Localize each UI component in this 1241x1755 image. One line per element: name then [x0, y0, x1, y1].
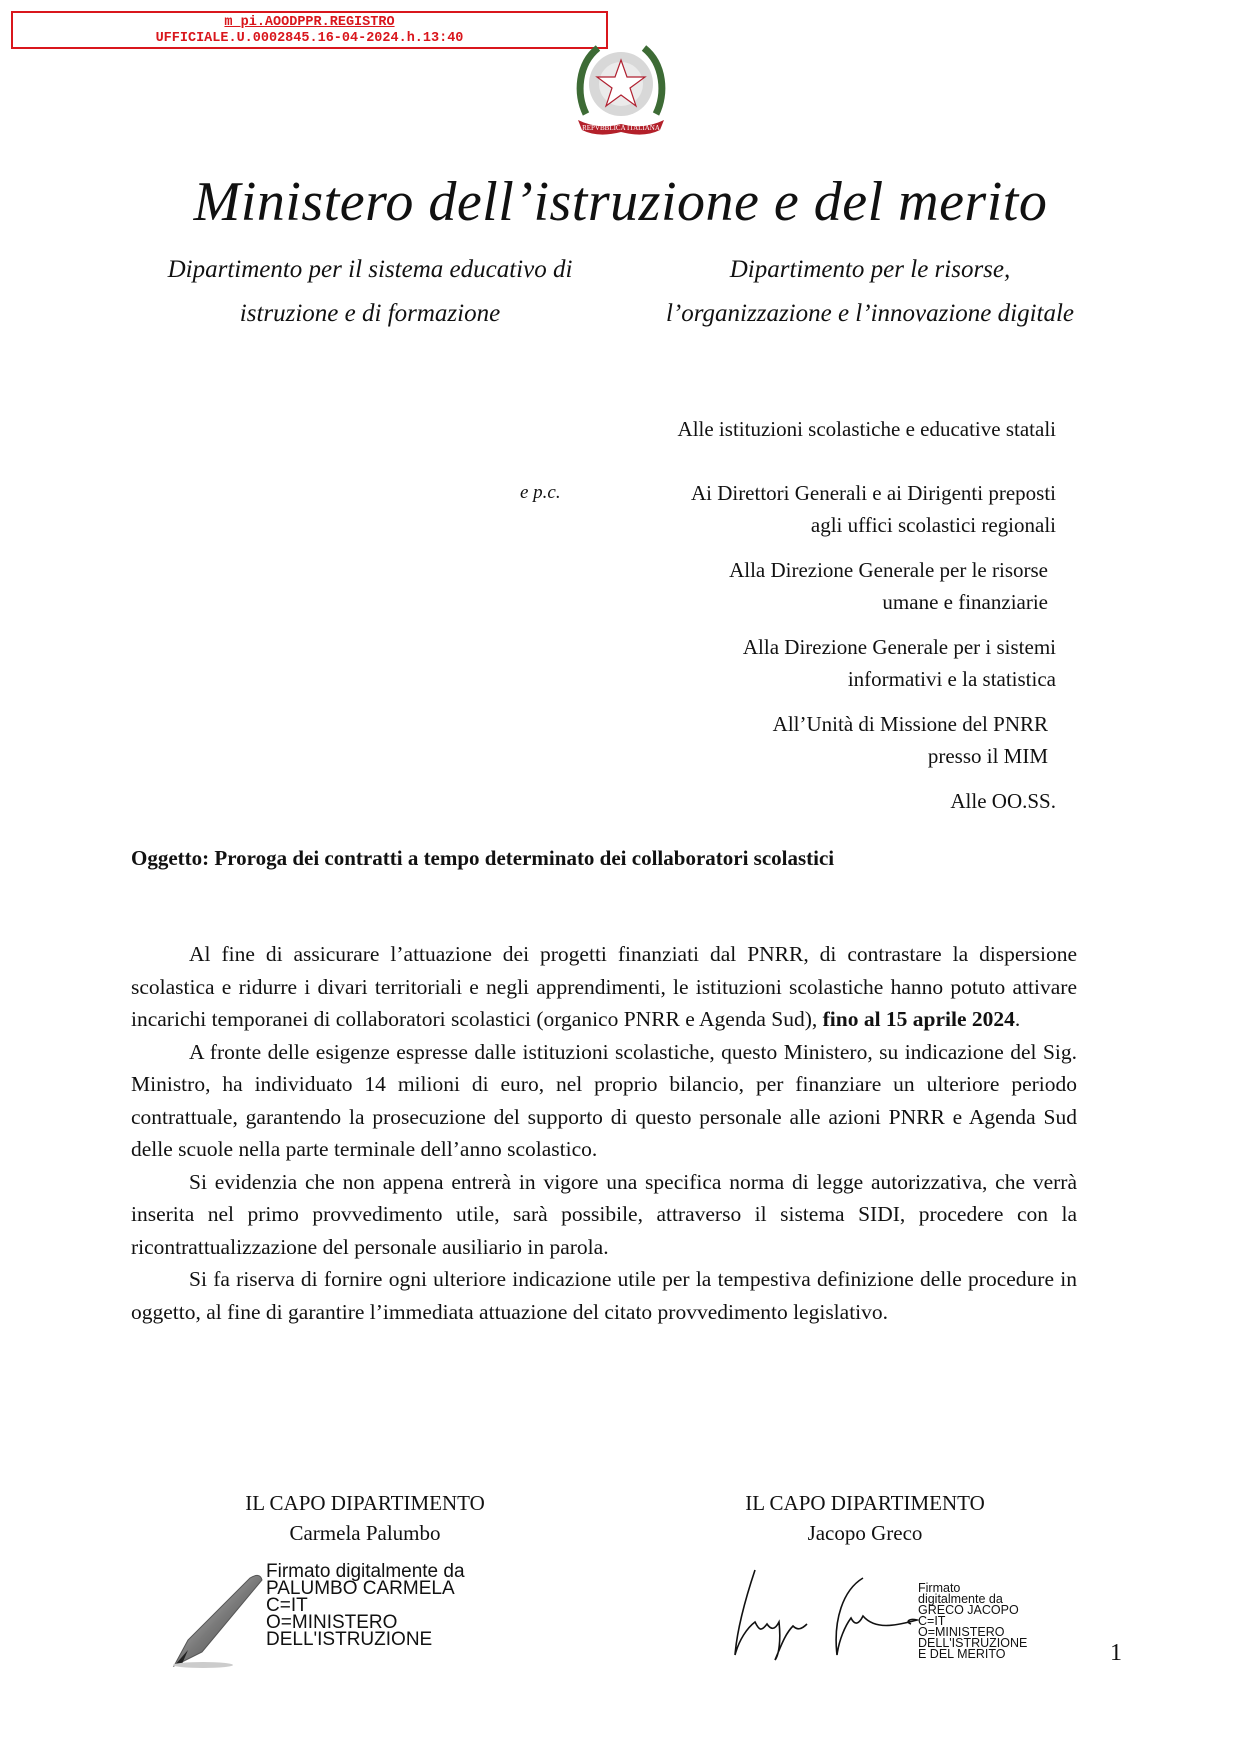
addressee-cc-2 — [729, 554, 1048, 618]
addressee-line: Ai Direttori Generali e ai Dirigenti preposti — [690, 481, 1056, 505]
subject-line: Oggetto: Proroga dei contratti a tempo determinato dei collaboratori scolastici — [131, 846, 835, 870]
paragraph-1-end: . — [1014, 1007, 1021, 1031]
addressee-line: Alla Direzione Generale per le risorse — [729, 558, 1048, 582]
emblem-ribbon-text: REPVBBLICA ITALIANA — [582, 124, 660, 132]
department-right-line-2: l’organizzazione e l’innovazione digitale — [665, 300, 1075, 327]
addressee-line: Alle OO.SS. — [950, 789, 1056, 813]
department-right — [640, 248, 1100, 336]
digital-signature-line: GRECO JACOPO — [918, 1603, 1019, 1617]
digital-signature-line: E DEL MERITO — [918, 1647, 1006, 1661]
signature-block-palumbo — [200, 1488, 530, 1548]
addressee-line: presso il MIM — [927, 744, 1048, 768]
protocol-stamp — [11, 11, 608, 49]
addressee-line: agli uffici scolastici regionali — [810, 513, 1056, 537]
addressee-line: informativi e la statistica — [847, 667, 1056, 691]
digital-signature-palumbo — [266, 1563, 465, 1648]
addressee-primary: Alle istituzioni scolastiche e educative statali — [677, 417, 1056, 441]
letter-body — [131, 938, 1077, 1328]
signer-title: IL CAPO DIPARTIMENTO — [745, 1491, 985, 1515]
italian-republic-emblem-icon — [568, 34, 674, 138]
cc-label: e p.c. — [520, 482, 561, 503]
paragraph-1-text: Al fine di assicurare l’attuazione dei progetti finanziati dal PNRR, di contrastare la dispersione scolastica e ridurre i divari territoriali e negli apprendimenti, le istituzioni scolastiche hanno potuto attivare incarichi temporanei di collaboratori scolastici (organico PNRR e Agenda Sud), — [131, 942, 1077, 1031]
pen-icon — [168, 1570, 268, 1670]
page-number: 1 — [1110, 1640, 1122, 1666]
digital-signature-line: DELL'ISTRUZIONE — [266, 1629, 433, 1650]
department-left — [140, 248, 600, 336]
signer-name: Carmela Palumbo — [289, 1521, 441, 1545]
signer-name: Jacopo Greco — [807, 1521, 923, 1545]
digital-signature-line: C=IT — [266, 1595, 308, 1616]
department-left-line-1: Dipartimento per il sistema educativo di — [167, 256, 573, 283]
digital-signature-line: DELL'ISTRUZIONE — [918, 1636, 1028, 1650]
digital-signature-line: Firmato digitalmente da — [266, 1561, 465, 1582]
addressee-cc-5 — [950, 785, 1056, 817]
paragraph-1-deadline: fino al 15 aprile 2024 — [822, 1007, 1015, 1031]
protocol-line-2: UFFICIALE.U.0002845.16-04-2024.h.13:40 — [155, 31, 464, 46]
addressee-line: All’Unità di Missione del PNRR — [772, 712, 1048, 736]
paragraph-2: A fronte delle esigenze espresse dalle istituzioni scolastiche, questo Ministero, su indicazione del Sig. Ministro, ha individuato 14 milioni di euro, nel proprio bilancio, per finanziare un ulteriore periodo contrattuale, garantendo la prosecuzione del supporto di questo personale alle azioni PNRR e Agenda Sud delle scuole nella parte terminale dell’anno scolastico. — [131, 1039, 1077, 1161]
ministry-title: Ministero dell’istruzione e del merito — [193, 171, 1048, 233]
digital-signature-greco — [918, 1583, 1027, 1660]
department-right-line-1: Dipartimento per le risorse, — [729, 256, 1011, 283]
paragraph-3: Si evidenzia che non appena entrerà in vigore una specifica norma di legge autorizzativa, che verrà inserita nel primo provvedimento utile, sarà possibile, attraverso il sistema SIDI, procedere con la ricontrattualizzazione del personale ausiliario in parola. — [131, 1169, 1077, 1259]
signature-block-greco — [700, 1488, 1030, 1548]
digital-signature-line: PALUMBO CARMELA — [266, 1578, 455, 1599]
handwritten-signature-icon — [725, 1560, 925, 1670]
digital-signature-line: digitalmente da — [918, 1592, 1003, 1606]
department-left-line-2: istruzione e di formazione — [239, 300, 501, 327]
signer-title: IL CAPO DIPARTIMENTO — [245, 1491, 485, 1515]
addressee-line: Alla Direzione Generale per i sistemi — [742, 635, 1056, 659]
digital-signature-line: O=MINISTERO — [266, 1612, 398, 1633]
addressee-line: umane e finanziarie — [882, 590, 1048, 614]
paragraph-1 — [131, 938, 1077, 1036]
addressee-cc-3 — [743, 631, 1056, 695]
digital-signature-line: C=IT — [918, 1614, 946, 1628]
protocol-line-1: m_pi.AOODPPR.REGISTRO — [224, 15, 395, 30]
paragraph-4: Si fa riserva di fornire ogni ulteriore indicazione utile per la tempestiva definizione delle procedure in oggetto, al fine di garantire l’immediata attuazione del citato provvedimento legislativo. — [131, 1267, 1077, 1324]
addressee-cc-1 — [691, 477, 1056, 541]
digital-signature-line: Firmato — [918, 1581, 961, 1595]
addressee-cc-4 — [773, 708, 1048, 772]
digital-signature-line: O=MINISTERO — [918, 1625, 1005, 1639]
